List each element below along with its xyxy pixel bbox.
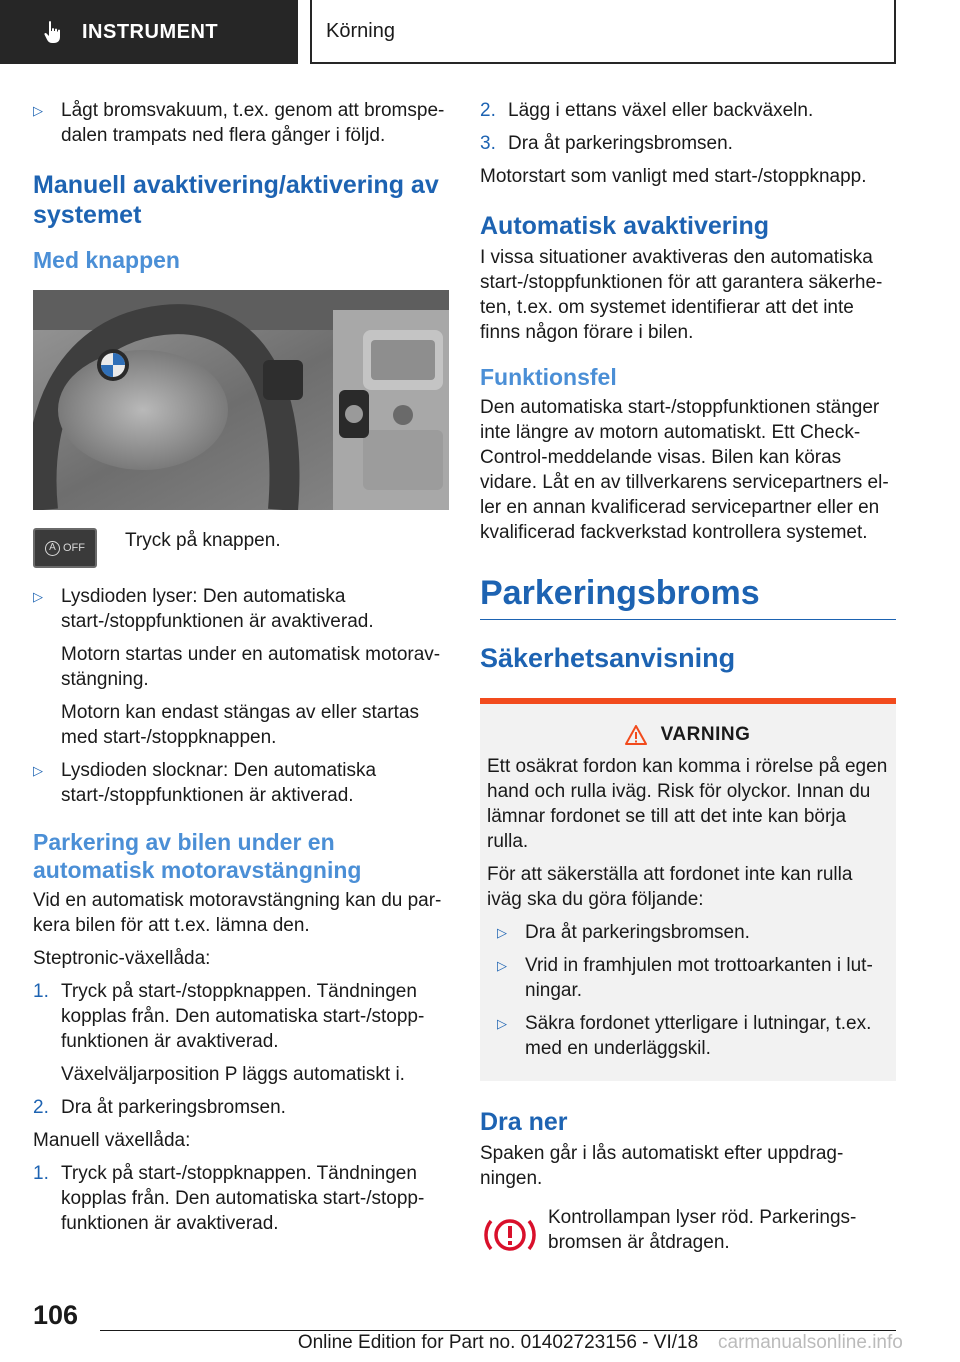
bullet-text: Lysdioden slocknar: Den automatiska start-/stoppfunktionen är aktiverad. — [61, 760, 377, 806]
auto-start-stop-icon: A — [45, 541, 60, 556]
step-text: Tryck på start-/stoppknappen. Tändningen kopplas från. Den automatiska start-/stopp-funktionen är avaktiverad. — [61, 981, 425, 1052]
footer-divider — [100, 1330, 896, 1331]
warning-box — [480, 698, 896, 1081]
list-item — [487, 1011, 888, 1061]
heading-manual-deactivation: Manuell avaktivering/aktivering av systemet — [33, 171, 439, 229]
warning-title — [487, 724, 888, 746]
triangle-bullet-icon: ▷ — [33, 589, 43, 604]
warning-text: För att säkerställa att fordonet inte kan rulla iväg ska du göra följande: — [487, 864, 853, 910]
heading-pull: Dra ner — [480, 1108, 568, 1136]
heading-auto-deactivation: Automatisk avaktivering — [480, 212, 769, 240]
section-header — [310, 0, 896, 64]
heading-parking: Parkering av bilen under en automatisk motoravstängning — [33, 829, 362, 883]
list-item — [487, 953, 888, 1003]
list-item — [33, 584, 449, 750]
heading-malfunction: Funktionsfel — [480, 364, 617, 390]
paragraph: Vid en automatisk motoravstängning kan du par-kera bilen för att t.ex. lämna den. — [33, 890, 442, 936]
list-item — [33, 98, 449, 148]
bullet-text: Dra åt parkeringsbromsen. — [525, 922, 750, 943]
numbered-item — [480, 131, 896, 156]
paragraph: Motorstart som vanligt med start-/stoppknapp. — [480, 166, 867, 187]
auto-start-stop-button[interactable] — [33, 528, 97, 568]
list-item — [33, 758, 449, 808]
triangle-bullet-icon: ▷ — [497, 1016, 507, 1031]
step-number: 1. — [33, 1163, 49, 1184]
press-button-text: Tryck på knappen. — [125, 530, 281, 551]
left-column — [33, 98, 449, 1244]
bullet-text: Motorn kan endast stängas av eller startas med start-/stoppknappen. — [61, 702, 420, 748]
paragraph: Spaken går i lås automatiskt efter uppdrag-ningen. — [480, 1143, 844, 1189]
steering-wheel-photo — [33, 290, 449, 510]
list-item — [487, 920, 888, 945]
triangle-bullet-icon: ▷ — [497, 925, 507, 940]
bullet-text: Lysdioden lyser: Den automatiska start-/stoppfunktionen är avaktiverad. — [61, 586, 374, 632]
parking-brake-indicator-icon — [480, 1213, 540, 1257]
step-text: Växelväljarposition P läggs automatiskt i. — [61, 1064, 405, 1085]
paragraph: Den automatiska start-/stoppfunktionen stänger inte längre av motorn automatiskt. Ett Check-Control-meddelande visas. Bilen kan köras vidare. Låt en av tillverkarens servicepartners el-ler en annan kvalificerad servicepartner eller en kvalificerad fackverkstad kontrollera systemet. — [480, 397, 889, 543]
page-number: 106 — [33, 1300, 79, 1330]
watermark: carmanualsonline.info — [718, 1332, 903, 1353]
lamp-text: Kontrollampan lyser röd. Parkerings-bromsen är åtdragen. — [548, 1207, 857, 1253]
section-label: Körning — [326, 19, 395, 42]
numbered-item — [33, 1095, 449, 1120]
numbered-item — [33, 1161, 449, 1236]
bullet-text: Vrid in framhjulen mot trottoarkanten i lut-ningar. — [525, 955, 873, 1001]
numbered-item — [33, 979, 449, 1087]
pointing-hand-icon — [40, 19, 66, 45]
step-number: 3. — [480, 133, 496, 154]
right-column — [480, 98, 896, 1257]
triangle-bullet-icon: ▷ — [33, 103, 43, 118]
chapter-tab-label: INSTRUMENT — [82, 20, 219, 43]
step-number: 2. — [33, 1097, 49, 1118]
bullet-text: Lågt bromsvakuum, t.ex. genom att bromspe-dalen trampats ned flera gånger i följd. — [61, 100, 445, 146]
step-text: Lägg i ettans växel eller backväxeln. — [508, 100, 814, 121]
heading-safety-note: Säkerhetsanvisning — [480, 643, 736, 673]
warning-title-text: VARNING — [660, 724, 751, 745]
paragraph: Manuell växellåda: — [33, 1130, 191, 1151]
button-instruction — [33, 528, 449, 568]
step-number: 1. — [33, 981, 49, 1002]
step-text: Dra åt parkeringsbromsen. — [61, 1097, 286, 1118]
paragraph: Steptronic-växellåda: — [33, 948, 211, 969]
chapter-tab[interactable] — [0, 0, 298, 64]
bullet-text: Motorn startas under en automatisk motorav-stängning. — [61, 644, 441, 690]
warning-triangle-icon — [625, 725, 647, 745]
step-text: Tryck på start-/stoppknappen. Tändningen kopplas från. Den automatiska start-/stopp-funktionen är avaktiverad. — [61, 1163, 425, 1234]
heading-with-button: Med knappen — [33, 247, 180, 273]
button-off-label: OFF — [63, 542, 85, 554]
numbered-item — [480, 98, 896, 123]
step-text: Dra åt parkeringsbromsen. — [508, 133, 733, 154]
heading-parking-brake: Parkeringsbroms — [480, 573, 896, 620]
paragraph: I vissa situationer avaktiveras den automatiska start-/stoppfunktionen för att garantera säkerhe-ten, t.ex. om systemet identifierar att det inte finns någon förare i bilen. — [480, 247, 883, 343]
triangle-bullet-icon: ▷ — [33, 763, 43, 778]
step-number: 2. — [480, 100, 496, 121]
bullet-text: Säkra fordonet ytterligare i lutningar, t.ex. med en underläggskil. — [525, 1013, 872, 1059]
triangle-bullet-icon: ▷ — [497, 958, 507, 973]
footer-edition: Online Edition for Part no. 01402723156 - VI/18 — [297, 1332, 699, 1353]
warning-text: Ett osäkrat fordon kan komma i rörelse på egen hand och rulla iväg. Risk för olyckor. Innan du lämnar fordonet se till att det inte kan börja rulla. — [487, 756, 888, 852]
indicator-lamp-row — [480, 1205, 896, 1257]
